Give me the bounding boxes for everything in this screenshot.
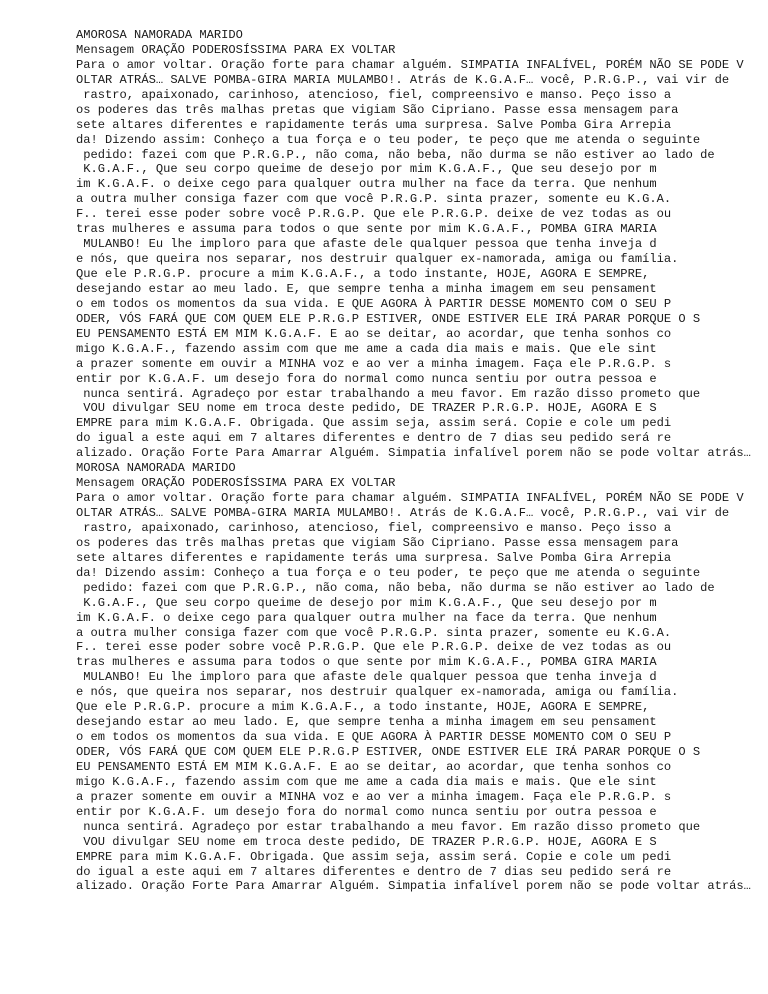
document-text-line: EMPRE para mim K.G.A.F. Obrigada. Que assim seja, assim será. Copie e cole um pedi <box>76 416 672 431</box>
document-text-line: desejando estar ao meu lado. E, que sempre tenha a minha imagem em seu pensament <box>76 715 657 730</box>
document-text-line: migo K.G.A.F., fazendo assim com que me ame a cada dia mais e mais. Que ele sint <box>76 774 657 789</box>
document-text-line: OLTAR ATRÁS… SALVE POMBA-GIRA MARIA MULAMBO!. Atrás de K.G.A.F… você, P.R.G.P., vai vir de <box>76 506 730 520</box>
document-text-line: EMPRE para mim K.G.A.F. Obrigada. Que assim seja, assim será. Copie e cole um pedi <box>76 849 672 864</box>
document-text-line: a outra mulher consiga fazer com que você P.R.G.P. sinta prazer, somente eu K.G.A. <box>76 625 672 640</box>
document-text-line: alizado. Oração Forte Para Amarrar Alguém. Simpatia infalível porem não se pode voltar atrás… <box>76 446 751 461</box>
document-body-text <box>76 28 768 894</box>
document-text-line: da! Dizendo assim: Conheço a tua força e o teu poder, te peço que me atenda o seguinte <box>76 132 701 147</box>
document-text-line: ODER, VÓS FARÁ QUE COM QUEM ELE P.R.G.P ESTIVER, ONDE ESTIVER ELE IRÁ PARAR PORQUE O S <box>76 311 701 326</box>
document-text-line: im K.G.A.F. o deixe cego para qualquer outra mulher na face da terra. Que nenhum <box>76 610 657 625</box>
document-text-line: F.. terei esse poder sobre você P.R.G.P. Que ele P.R.G.P. deixe de vez todas as ou <box>76 640 672 655</box>
document-text-line: pedido: fazei com que P.R.G.P., não coma, não beba, não durma se não estiver ao lado de <box>76 580 715 595</box>
document-text-line: K.G.A.F., Que seu corpo queime de desejo por mim K.G.A.F., Que seu desejo por m <box>76 595 657 610</box>
document-text-line: AMOROSA NAMORADA MARIDO <box>76 28 243 42</box>
document-text-line: EU PENSAMENTO ESTÁ EM MIM K.G.A.F. E ao se deitar, ao acordar, que tenha sonhos co <box>76 326 672 341</box>
document-text-line: Que ele P.R.G.P. procure a mim K.G.A.F., a todo instante, HOJE, AGORA E SEMPRE, <box>76 700 650 715</box>
document-text-line: F.. terei esse poder sobre você P.R.G.P. Que ele P.R.G.P. deixe de vez todas as ou <box>76 207 672 222</box>
document-text-line: alizado. Oração Forte Para Amarrar Alguém. Simpatia infalível porem não se pode voltar atrás… <box>76 879 751 894</box>
document-text-line: sete altares diferentes e rapidamente terás uma surpresa. Salve Pomba Gira Arrepia <box>76 117 672 132</box>
document-text-line: Mensagem ORAÇÃO PODEROSÍSSIMA PARA EX VOLTAR <box>76 42 396 57</box>
document-text-line: tras mulheres e assuma para todos o que sente por mim K.G.A.F., POMBA GIRA MARIA <box>76 222 657 237</box>
document-text-line: ODER, VÓS FARÁ QUE COM QUEM ELE P.R.G.P ESTIVER, ONDE ESTIVER ELE IRÁ PARAR PORQUE O S <box>76 745 701 759</box>
document-text-line: da! Dizendo assim: Conheço a tua força e o teu poder, te peço que me atenda o seguinte <box>76 565 701 580</box>
document-text-line: do igual a este aqui em 7 altares diferentes e dentro de 7 dias seu pedido será re <box>76 431 672 446</box>
document-text-line: entir por K.G.A.F. um desejo fora do normal como nunca sentiu por outra pessoa e <box>76 804 657 819</box>
document-text-line: pedido: fazei com que P.R.G.P., não coma, não beba, não durma se não estiver ao lado de <box>76 147 715 162</box>
document-text-line: Que ele P.R.G.P. procure a mim K.G.A.F., a todo instante, HOJE, AGORA E SEMPRE, <box>76 267 650 281</box>
document-text-line: desejando estar ao meu lado. E, que sempre tenha a minha imagem em seu pensament <box>76 281 657 296</box>
document-text-line: nunca sentirá. Agradeço por estar trabalhando a meu favor. Em razão disso prometo que <box>76 819 701 834</box>
document-text-line: a prazer somente em ouvir a MINHA voz e ao ver a minha imagem. Faça ele P.R.G.P. s <box>76 356 672 371</box>
document-text-line: sete altares diferentes e rapidamente terás uma surpresa. Salve Pomba Gira Arrepia <box>76 550 672 565</box>
document-text-line: os poderes das três malhas pretas que vigiam São Cipriano. Passe essa mensagem para <box>76 102 679 117</box>
document-text-line: entir por K.G.A.F. um desejo fora do normal como nunca sentiu por outra pessoa e <box>76 371 657 386</box>
document-text-line: os poderes das três malhas pretas que vigiam São Cipriano. Passe essa mensagem para <box>76 535 679 550</box>
document-text-line: MULANBO! Eu lhe imploro para que afaste dele qualquer pessoa que tenha inveja d <box>76 237 657 252</box>
document-text-line: Mensagem ORAÇÃO PODEROSÍSSIMA PARA EX VOLTAR <box>76 476 396 491</box>
document-text-line: rastro, apaixonado, carinhoso, atencioso, fiel, compreensivo e manso. Peço isso a <box>76 520 672 535</box>
document-text-line: Para o amor voltar. Oração forte para chamar alguém. SIMPATIA INFALÍVEL, PORÉM NÃO SE PODE V <box>76 57 744 72</box>
document-text-line: K.G.A.F., Que seu corpo queime de desejo por mim K.G.A.F., Que seu desejo por m <box>76 162 657 177</box>
document-text-line: rastro, apaixonado, carinhoso, atencioso, fiel, compreensivo e manso. Peço isso a <box>76 87 672 102</box>
document-text-line: a prazer somente em ouvir a MINHA voz e ao ver a minha imagem. Faça ele P.R.G.P. s <box>76 789 672 804</box>
document-text-line: EU PENSAMENTO ESTÁ EM MIM K.G.A.F. E ao se deitar, ao acordar, que tenha sonhos co <box>76 759 672 774</box>
document-text-line: MOROSA NAMORADA MARIDO <box>76 461 236 476</box>
document-text-line: tras mulheres e assuma para todos o que sente por mim K.G.A.F., POMBA GIRA MARIA <box>76 655 657 670</box>
document-text-line: nunca sentirá. Agradeço por estar trabalhando a meu favor. Em razão disso prometo que <box>76 386 701 401</box>
document-text-line: e nós, que queira nos separar, nos destruir qualquer ex-namorada, amiga ou família. <box>76 685 679 700</box>
document-text-line: MULANBO! Eu lhe imploro para que afaste dele qualquer pessoa que tenha inveja d <box>76 670 657 685</box>
document-text-line: a outra mulher consiga fazer com que você P.R.G.P. sinta prazer, somente eu K.G.A. <box>76 192 672 207</box>
document-text-line: do igual a este aqui em 7 altares diferentes e dentro de 7 dias seu pedido será re <box>76 864 672 879</box>
document-text-line: VOU divulgar SEU nome em troca deste pedido, DE TRAZER P.R.G.P. HOJE, AGORA E S <box>76 401 657 416</box>
document-text-line: o em todos os momentos da sua vida. E QUE AGORA À PARTIR DESSE MOMENTO COM O SEU P <box>76 730 672 745</box>
document-text-line: migo K.G.A.F., fazendo assim com que me ame a cada dia mais e mais. Que ele sint <box>76 341 657 356</box>
document-text-line: e nós, que queira nos separar, nos destruir qualquer ex-namorada, amiga ou família. <box>76 252 679 267</box>
document-text-line: im K.G.A.F. o deixe cego para qualquer outra mulher na face da terra. Que nenhum <box>76 177 657 192</box>
document-text-line: Para o amor voltar. Oração forte para chamar alguém. SIMPATIA INFALÍVEL, PORÉM NÃO SE PODE V <box>76 491 744 506</box>
document-text-line: OLTAR ATRÁS… SALVE POMBA-GIRA MARIA MULAMBO!. Atrás de K.G.A.F… você, P.R.G.P., vai vir de <box>76 72 730 87</box>
document-text-line: VOU divulgar SEU nome em troca deste pedido, DE TRAZER P.R.G.P. HOJE, AGORA E S <box>76 834 657 849</box>
document-text-line: o em todos os momentos da sua vida. E QUE AGORA À PARTIR DESSE MOMENTO COM O SEU P <box>76 296 672 311</box>
